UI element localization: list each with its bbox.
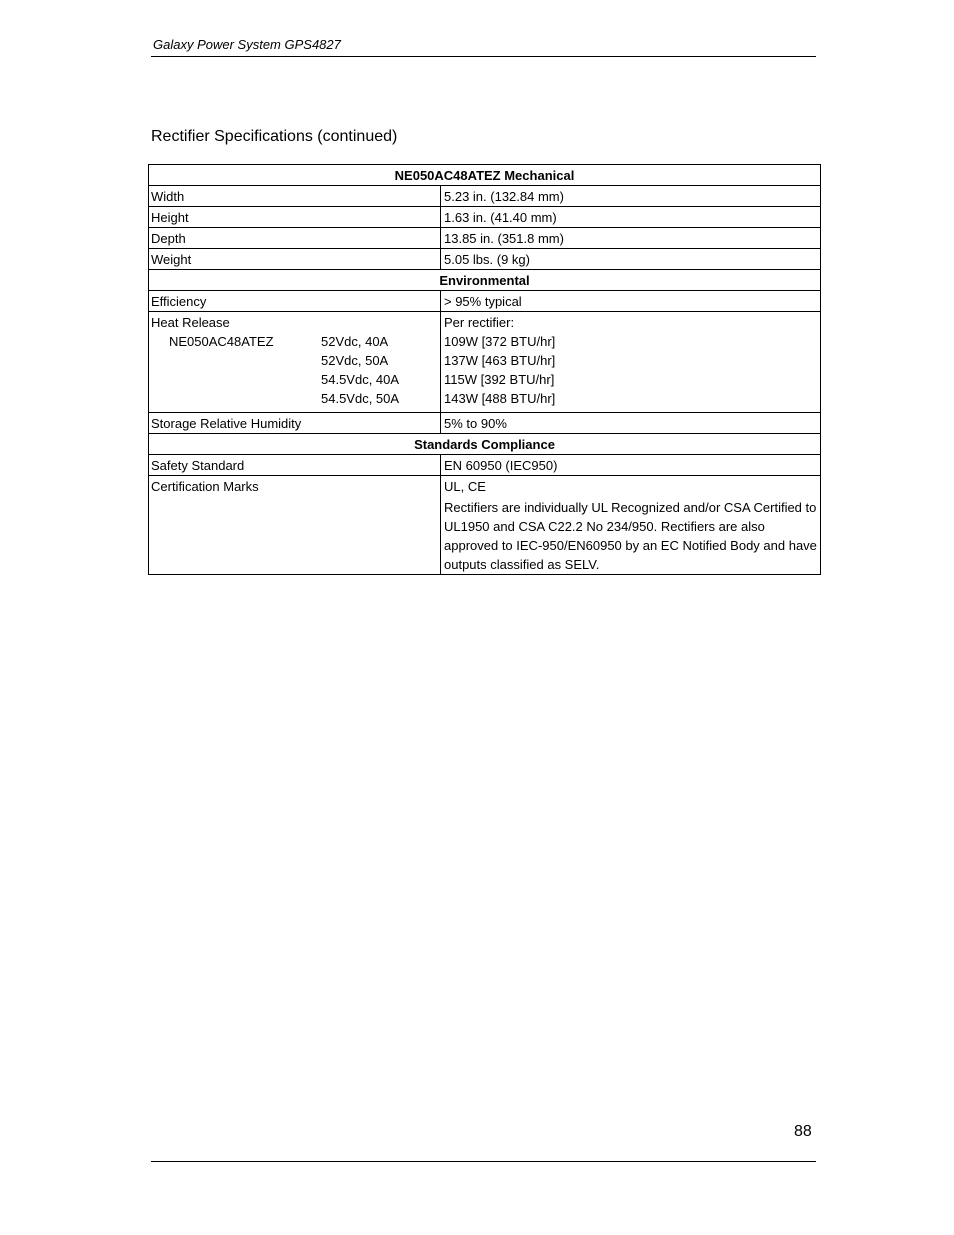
efficiency-label: Efficiency bbox=[149, 291, 441, 312]
table-row bbox=[149, 476, 821, 575]
certification-marks-label: Certification Marks bbox=[149, 476, 441, 575]
table-section-row bbox=[149, 165, 821, 186]
page-number: 88 bbox=[794, 1123, 812, 1140]
table-row bbox=[149, 312, 821, 413]
heat-release-model: NE050AC48ATEZ bbox=[169, 334, 274, 349]
width-label: Width bbox=[149, 186, 441, 207]
heat-release-value-cell bbox=[441, 312, 821, 413]
mechanical-section-title: NE050AC48ATEZ Mechanical bbox=[149, 165, 821, 186]
safety-standard-label: Safety Standard bbox=[149, 455, 441, 476]
weight-value: 5.05 lbs. (9 kg) bbox=[441, 249, 821, 270]
certification-marks-value-cell bbox=[441, 476, 821, 575]
heat-release-value: 143W [488 BTU/hr] bbox=[444, 391, 556, 406]
heat-release-condition: 54.5Vdc, 40A bbox=[321, 372, 400, 387]
table-row bbox=[149, 228, 821, 249]
heat-release-condition: 52Vdc, 40A bbox=[321, 334, 389, 349]
standards-section-title: Standards Compliance bbox=[149, 434, 821, 455]
width-value: 5.23 in. (132.84 mm) bbox=[441, 186, 821, 207]
height-label: Height bbox=[149, 207, 441, 228]
humidity-label: Storage Relative Humidity bbox=[149, 413, 441, 434]
humidity-value: 5% to 90% bbox=[441, 413, 821, 434]
depth-value: 13.85 in. (351.8 mm) bbox=[441, 228, 821, 249]
environmental-section-title: Environmental bbox=[149, 270, 821, 291]
heat-release-condition: 52Vdc, 50A bbox=[321, 353, 389, 368]
weight-label: Weight bbox=[149, 249, 441, 270]
heat-release-label-cell bbox=[149, 312, 441, 413]
section-heading: Rectifier Specifications (continued) bbox=[151, 128, 398, 145]
table-row bbox=[149, 249, 821, 270]
rectifier-spec-table bbox=[148, 164, 821, 575]
table-row bbox=[149, 291, 821, 312]
heat-release-conditions bbox=[321, 332, 399, 408]
heat-release-label: Heat Release bbox=[151, 315, 230, 330]
table-row bbox=[149, 207, 821, 228]
certification-marks-line: UL, CE bbox=[444, 479, 486, 494]
certification-marks-paragraph: Rectifiers are individually UL Recognized and/or CSA Certified to UL1950 and CSA C22.2 No 234/950. Rectifiers are also approved to IEC-950/EN60950 by an EC Notified Body and have outputs classified as SELV. bbox=[444, 500, 817, 572]
table-section-row bbox=[149, 434, 821, 455]
table-row bbox=[149, 413, 821, 434]
footer-rule bbox=[151, 1161, 816, 1162]
heat-release-value-header: Per rectifier: bbox=[444, 315, 515, 330]
heat-release-condition: 54.5Vdc, 50A bbox=[321, 391, 400, 406]
heat-release-value: 109W [372 BTU/hr] bbox=[444, 334, 556, 349]
depth-label: Depth bbox=[149, 228, 441, 249]
heat-release-sub bbox=[151, 332, 438, 408]
table-section-row bbox=[149, 270, 821, 291]
efficiency-value: > 95% typical bbox=[441, 291, 821, 312]
running-header-title: Galaxy Power System GPS4827 bbox=[153, 37, 341, 52]
table-row bbox=[149, 186, 821, 207]
table-row bbox=[149, 455, 821, 476]
header-rule bbox=[151, 56, 816, 57]
height-value: 1.63 in. (41.40 mm) bbox=[441, 207, 821, 228]
heat-release-value: 137W [463 BTU/hr] bbox=[444, 353, 556, 368]
heat-release-value: 115W [392 BTU/hr] bbox=[444, 372, 555, 387]
safety-standard-value: EN 60950 (IEC950) bbox=[441, 455, 821, 476]
